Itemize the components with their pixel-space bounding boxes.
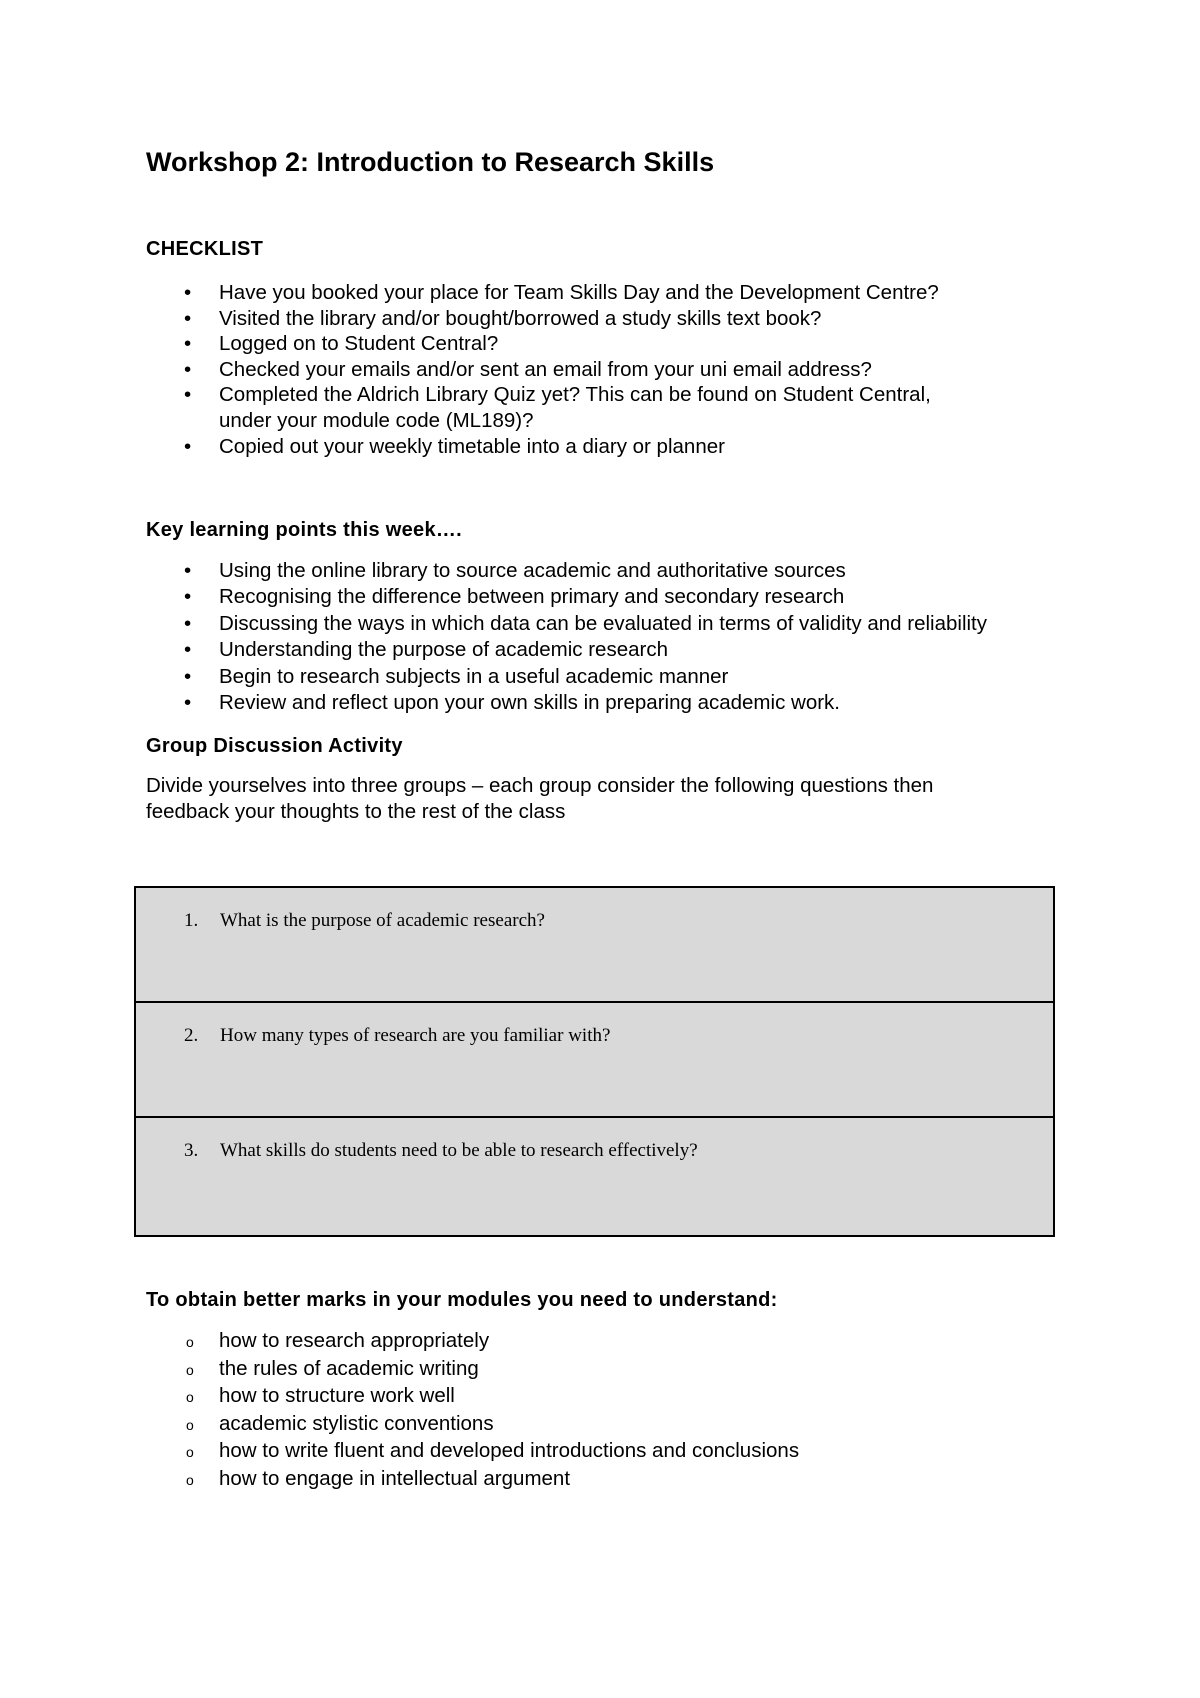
bullet-icon: • <box>184 638 192 662</box>
key-points-heading: Key learning points this week…. <box>146 519 463 541</box>
questions-table <box>134 886 1055 1237</box>
question-text: What skills do students need to be able to research effectively? <box>220 1140 698 1161</box>
list-item: • Copied out your weekly timetable into a diary or planner <box>184 434 725 458</box>
bullet-icon: • <box>184 357 192 381</box>
bullet-icon: • <box>184 332 192 356</box>
open-bullet-icon: o <box>186 1361 194 1378</box>
checklist-list <box>146 280 939 459</box>
question-number: 1. <box>184 910 199 931</box>
group-discussion-heading: Group Discussion Activity <box>146 735 403 757</box>
list-item: • Begin to research subjects in a useful academic manner <box>146 664 987 690</box>
bullet-icon: • <box>184 281 192 304</box>
list-item: o academic stylistic conventions <box>146 1410 799 1438</box>
open-bullet-icon: o <box>186 1334 194 1350</box>
list-item: • Visited the library and/or bought/borrowed a study skills text book? <box>184 306 822 330</box>
bullet-icon: • <box>184 434 192 458</box>
question-number: 2. <box>184 1025 199 1046</box>
marks-heading: To obtain better marks in your modules you need to understand: <box>146 1289 778 1311</box>
key-points-list <box>146 558 987 716</box>
question-number: 3. <box>184 1140 199 1161</box>
list-item: o how to structure work well <box>146 1382 799 1410</box>
open-bullet-icon: o <box>186 1416 194 1433</box>
list-item: • Recognising the difference between primary and secondary research <box>146 584 987 610</box>
list-item: • Understanding the purpose of academic research <box>146 637 987 663</box>
list-item: • Logged on to Student Central? <box>184 332 499 356</box>
list-item: o how to research appropriately <box>146 1327 799 1355</box>
bullet-icon: • <box>184 383 192 407</box>
list-item: • Discussing the ways in which data can be evaluated in terms of validity and reliability <box>146 611 987 637</box>
bullet-icon: • <box>184 306 192 330</box>
list-item: o how to engage in intellectual argument <box>146 1465 799 1493</box>
table-row <box>136 1118 1053 1235</box>
list-item: • Using the online library to source academic and authoritative sources <box>146 558 987 584</box>
open-bullet-icon: o <box>186 1389 194 1405</box>
bullet-icon: • <box>184 664 192 688</box>
checklist-heading: CHECKLIST <box>146 238 264 260</box>
list-item: • Completed the Aldrich Library Quiz yet? This can be found on Student Central, under your module code (ML189)? <box>184 383 931 432</box>
bullet-icon: • <box>184 691 192 715</box>
list-item: o the rules of academic writing <box>146 1355 799 1383</box>
open-bullet-icon: o <box>186 1471 194 1488</box>
table-row <box>136 888 1053 1003</box>
list-item: • Review and reflect upon your own skills in preparing academic work. <box>146 690 987 716</box>
bullet-icon: • <box>184 559 192 582</box>
question-text: What is the purpose of academic research? <box>220 910 545 931</box>
marks-list <box>146 1327 799 1492</box>
bullet-icon: • <box>184 611 192 635</box>
table-row <box>136 1003 1053 1118</box>
list-item: • Have you booked your place for Team Skills Day and the Development Centre? <box>184 281 939 304</box>
list-item: o how to write fluent and developed introductions and conclusions <box>146 1437 799 1465</box>
group-discussion-intro: Divide yourselves into three groups – each group consider the following questions then feedback your thoughts to the rest of the class <box>146 774 934 823</box>
list-item: • Checked your emails and/or sent an email from your uni email address? <box>184 357 872 381</box>
bullet-icon: • <box>184 585 192 609</box>
question-text: How many types of research are you familiar with? <box>220 1025 611 1046</box>
page-title: Workshop 2: Introduction to Research Skills <box>146 147 715 177</box>
open-bullet-icon: o <box>186 1444 194 1460</box>
